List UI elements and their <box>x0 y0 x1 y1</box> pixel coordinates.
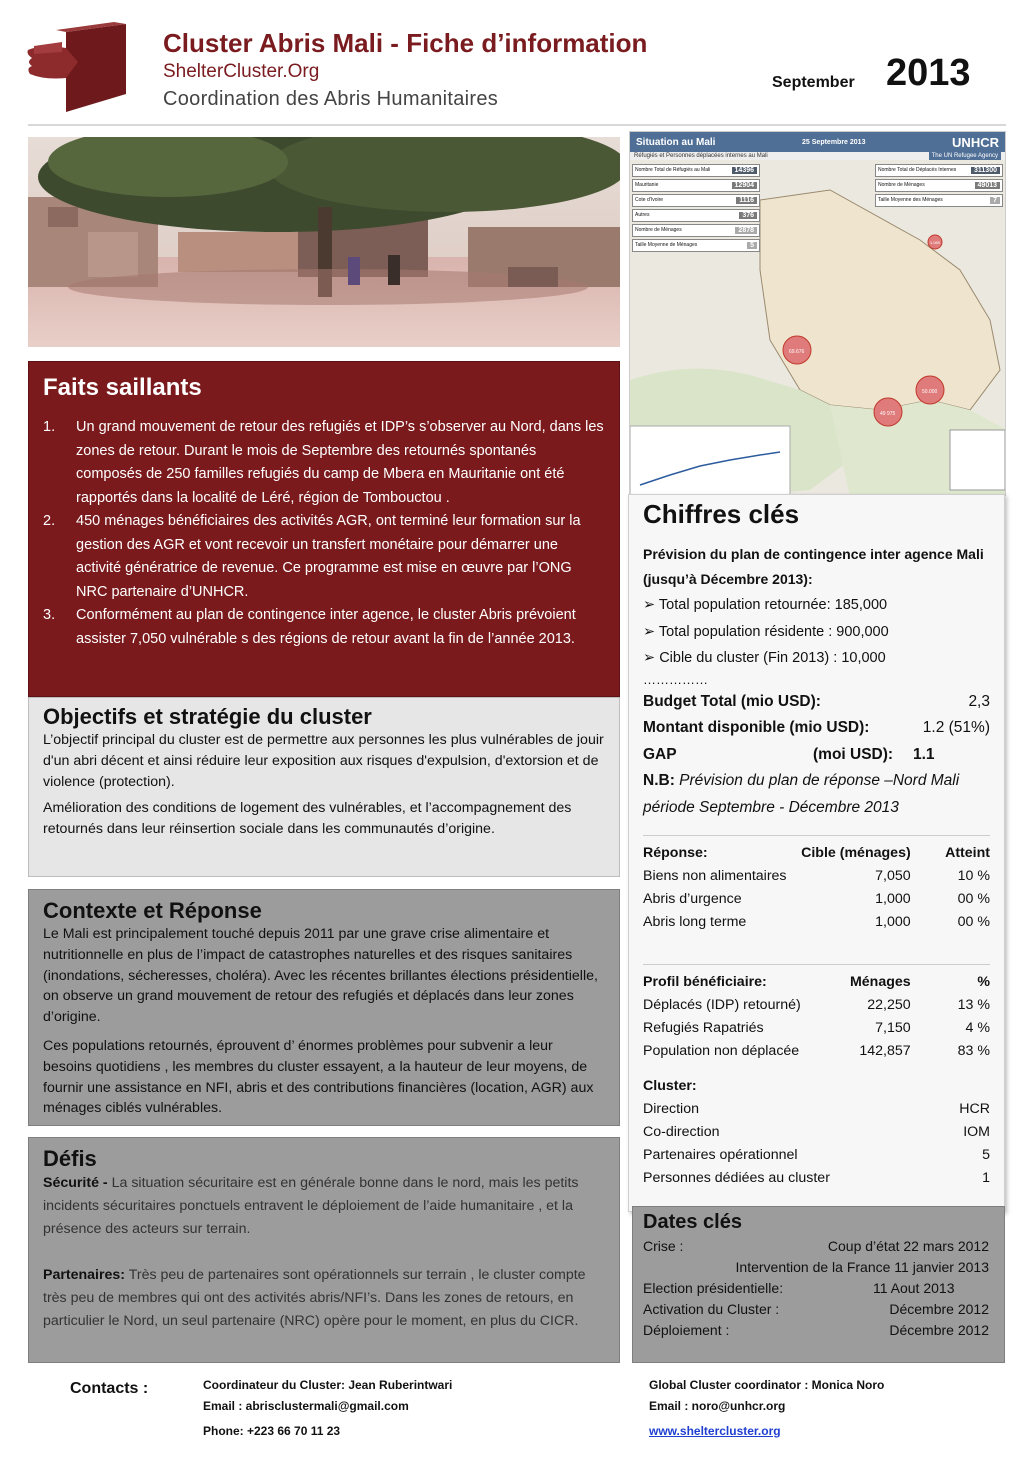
date-row: Crise : Coup d’état 22 mars 2012 <box>643 1238 989 1254</box>
field-photo <box>28 137 620 347</box>
highlights-title: Faits saillants <box>43 374 202 401</box>
highlights-list <box>43 416 605 651</box>
map-stat-row: Nombre de Ménages 49013 <box>875 179 1003 192</box>
map-bubble-label: 69.676 <box>789 349 805 355</box>
map-org: UNHCR <box>952 134 999 150</box>
arrow-bullet-icon: ➢ <box>643 623 659 640</box>
page-title: Cluster Abris Mali - Fiche d’information <box>163 28 648 58</box>
coordinator-email[interactable]: Email : abrisclustermali@gmail.com <box>203 1399 409 1413</box>
map-title: Situation au Mali <box>636 136 716 148</box>
page-subtitle: Coordination des Abris Humanitaires <box>163 88 499 110</box>
table-header: Réponse: Cible (ménages) Atteint <box>643 845 990 861</box>
report-month: September <box>772 74 855 91</box>
table-row: Déplacés (IDP) retourné) 22,250 13 % <box>643 997 990 1013</box>
challenges-title: Défis <box>43 1146 97 1171</box>
table-row: Co-direction IOM <box>643 1124 990 1140</box>
plan-bullets <box>643 592 990 672</box>
arrow-bullet-icon: ➢ <box>643 597 659 613</box>
context-paragraph: Ces populations retournés, éprouvent d’ énormes problèmes pour subvenir a leur besoins quotidiens , les membres du cluster essayent, a la hauteur de leur moyens, de fournir une assistance en NFI, abris et des contributions financières (location, AGR) aux ménages ciblés vulnérables. <box>43 1037 594 1117</box>
table-row: Biens non alimentaires 7,050 10 % <box>643 868 990 884</box>
key-dates-title: Dates clés <box>643 1211 742 1233</box>
plan-heading: Prévision du plan de contingence inter agence Mali (jusqu’à Décembre 2013): <box>643 546 984 587</box>
table-row: Population non déplacée 142,857 83 % <box>643 1043 990 1059</box>
table-row: Abris long terme 1,000 00 % <box>643 914 990 930</box>
challenges-panel <box>28 1137 620 1363</box>
objectives-panel <box>28 697 620 877</box>
contacts-label: Contacts : <box>70 1380 149 1397</box>
table-row: Abris d’urgence 1,000 00 % <box>643 891 990 907</box>
budget-row: Budget Total (mio USD): 2,3 <box>643 692 990 710</box>
profile-table <box>643 964 990 1063</box>
map-stat-row: Autres 376 <box>632 209 760 222</box>
arrow-bullet-icon: ➢ <box>643 650 660 666</box>
date-row: Intervention de la France 11 janvier 2013 <box>735 1259 989 1275</box>
map-stat-row: Nombre Total de Réfugiés au Mali 14396 <box>632 164 760 177</box>
available-row: Montant disponible (mio USD): 1.2 (51%) <box>643 719 990 736</box>
separator-dots: …………… <box>643 671 708 687</box>
context-title: Contexte et Réponse <box>43 898 262 923</box>
objectives-title: Objectifs et stratégie du cluster <box>43 704 372 729</box>
map-left-stats <box>632 164 760 252</box>
site-name: ShelterCluster.Org <box>163 61 320 82</box>
response-table <box>643 835 990 934</box>
context-panel <box>28 889 620 1126</box>
list-item: ➢ Total population retournée: 185,000 <box>643 597 888 613</box>
objectives-paragraph: Amélioration des conditions de logement des vulnérables, et l’accompagnement des retournés dans leur réinsertion sociale dans les communautés d’origine. <box>43 800 572 838</box>
table-row: Refugiés Rapatriés 7,150 4 % <box>643 1020 990 1036</box>
map-right-stats <box>875 164 1003 207</box>
objectives-paragraph: L’objectif principal du cluster est de permettre aux personnes les plus vulnérables de jouir d'un abri décent et ainsi réduire leur exposition aux risques d'expulsion, d'extorsion et de violence (protection). <box>43 732 604 790</box>
global-coordinator: Global Cluster coordinator : Monica Noro <box>649 1378 885 1392</box>
table-row: Direction HCR <box>643 1101 990 1117</box>
date-row: Election présidentielle: 11 Aout 2013 <box>643 1280 955 1296</box>
header-divider <box>28 124 1006 126</box>
map-subtitle: Réfugiés et Personnes déplacées internes au Mali <box>634 153 768 159</box>
coordinator-phone: Phone: +223 66 70 11 23 <box>203 1424 341 1438</box>
list-item: 2. 450 ménages bénéficiaires des activités AGR, ont terminé leur formation sur la gestion des AGR et vont recevoir un transfert monétaire pour démarrer une activité génératrice de revenue. Ce programme est mise en œuvre par l’ONG NRC partenaire d’UNHCR. <box>43 513 581 600</box>
unhcr-situation-map <box>629 131 1006 496</box>
date-row: Activation du Cluster : Décembre 2012 <box>643 1301 989 1317</box>
table-row: Personnes dédiées au cluster 1 <box>643 1170 990 1186</box>
list-item: 3. Conformément au plan de contingence inter agence, le cluster Abris prévoient assister 7,050 vulnérable s des régions de retour avant la fin de l’année 2013. <box>43 607 576 647</box>
list-item: ➢ Total population résidente : 900,000 <box>643 623 889 640</box>
map-stat-row: Nombre Total de Déplacés Internes 311300 <box>875 164 1003 177</box>
map-stat-row: Mauritanie 12904 <box>632 179 760 192</box>
map-date: 25 Septembre 2013 <box>802 138 866 146</box>
list-item: ➢ Cible du cluster (Fin 2013) : 10,000 <box>643 650 886 666</box>
map-bubble-label: 49 975 <box>880 411 896 417</box>
key-figures-panel <box>628 494 1005 1212</box>
date-row: Déploiement : Décembre 2012 <box>643 1322 989 1338</box>
map-bubble-label: 50.000 <box>922 389 938 395</box>
security-paragraph: Sécurité - La situation sécuritaire est en générale bonne dans le nord, mais les petits incidents sécuritaires ponctuels entravent le déploiement de l’aide humanitaire , et la présence des acteurs sur terrain. <box>43 1175 579 1237</box>
map-stat-row: Nombre de Ménages 2878 <box>632 224 760 237</box>
map-org-sub: The UN Refugee Agency <box>929 152 1001 160</box>
budget-block <box>643 689 990 822</box>
gap-row: GAP (moi USD): 1.1 <box>643 745 935 763</box>
website-link[interactable]: www.sheltercluster.org <box>649 1424 781 1438</box>
report-year: 2013 <box>886 52 971 94</box>
shelter-cluster-logo <box>26 22 138 118</box>
table-header: Profil bénéficiaire: Ménages % <box>643 974 990 990</box>
table-row: Partenaires opérationnel 5 <box>643 1147 990 1163</box>
highlights-panel <box>28 361 620 697</box>
context-paragraph: Le Mali est principalement touché depuis 2011 par une grave crise alimentaire et nutritionnelle en plus de l’impact de catastrophes naturelles et des risques sanitaires (inondations, sécheresses, choléra). Avec les récentes brillantes élections présidentielle, on observe un grand mouvement de retour des refugiés et déplacés dans leur zones d’origine. <box>43 926 598 1026</box>
partners-paragraph: Partenaires: Très peu de partenaires sont opérationnels sur terrain , le cluster compte très peu de membres qui ont des activités abris/NFI’s. Dans les zones de retours, en particulier le Nord, un seul partenaire (NRC) opère pour le moment, en plus du CICR. <box>43 1267 586 1329</box>
cluster-label: Cluster: <box>643 1078 697 1094</box>
global-email[interactable]: Email : noro@unhcr.org <box>649 1399 786 1413</box>
map-stat-row: Cote d’Ivoire 1116 <box>632 194 760 207</box>
map-stat-row: Taille Moyenne des Ménages 7 <box>875 194 1003 207</box>
cluster-table <box>643 1075 990 1190</box>
map-stat-row: Taille Moyenne de Ménages 5 <box>632 239 760 252</box>
map-bubble-label: 1.080 <box>930 240 941 245</box>
coordinator-name: Coordinateur du Cluster: Jean Ruberintwari <box>203 1378 453 1392</box>
nb-note: N.B: Prévision du plan de réponse –Nord Mali période Septembre - Décembre 2013 <box>643 772 960 816</box>
key-dates-panel <box>632 1206 1005 1363</box>
key-figures-title: Chiffres clés <box>643 499 800 529</box>
list-item: 1. Un grand mouvement de retour des refugiés et IDP’s s’observer au Nord, dans les zones de retour. Durant le mois de Septembre des retournés spontanés composés de 250 familles refugiés du camp de Mbera en Mauritanie ont été rapportés dans la localité de Léré, région de Tombouctou . <box>43 419 604 506</box>
